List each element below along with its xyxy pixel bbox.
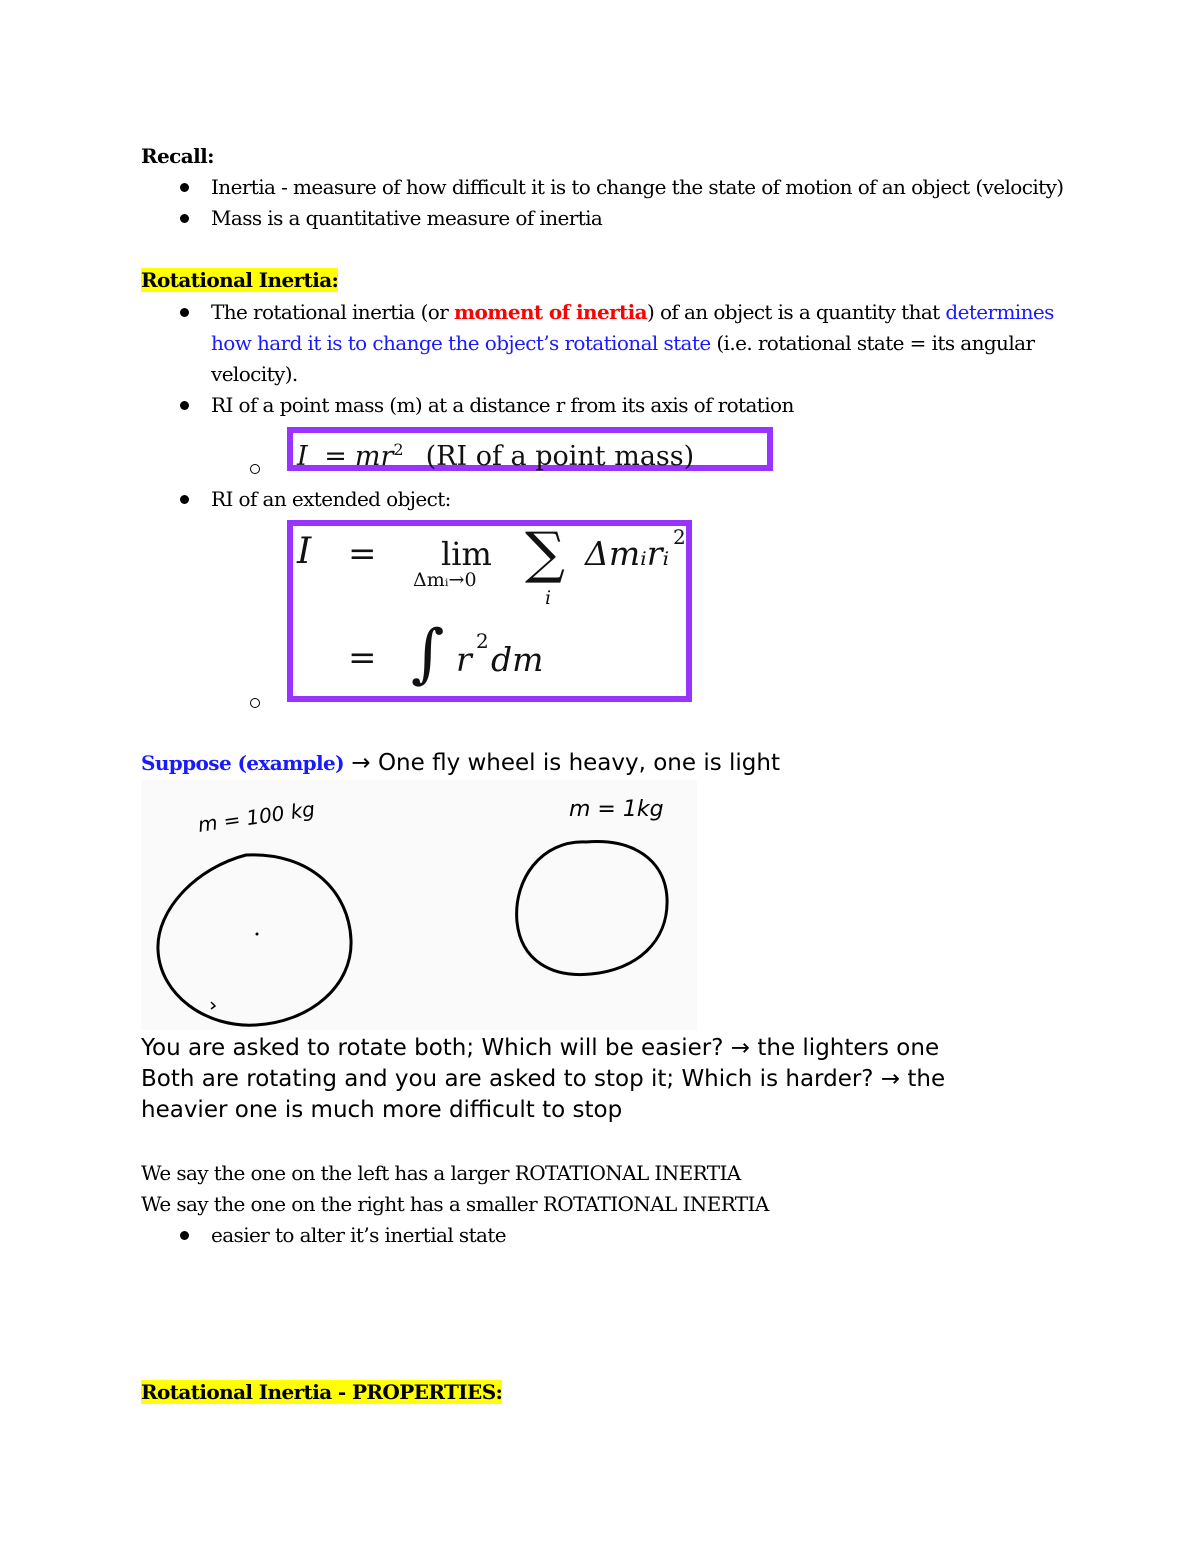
ext-lhs: I bbox=[297, 531, 312, 572]
point-mass-text: RI of a point mass (m) at a distance r from its axis of rotation bbox=[211, 393, 794, 417]
extended-formula-box bbox=[287, 520, 692, 702]
sub-bullet-icon bbox=[250, 698, 260, 708]
recall-bullet-1: Inertia - measure of how difficult it is to change the state of motion of an object (velocity) bbox=[211, 175, 1064, 199]
def-intro: The rotational inertia (or bbox=[211, 300, 454, 324]
ext-sigma-sub: i bbox=[545, 587, 552, 609]
sub-bullet-icon bbox=[250, 464, 260, 474]
example-label: Suppose (example) bbox=[141, 751, 345, 775]
ext-integrand-exp: 2 bbox=[476, 629, 489, 653]
heavy-flywheel-circle bbox=[158, 855, 351, 1025]
recall-bullet-2: Mass is a quantitative measure of inertia bbox=[211, 206, 603, 230]
ext-eq2: = bbox=[348, 638, 377, 678]
bullet-icon bbox=[180, 183, 189, 192]
rotational-inertia-heading bbox=[141, 265, 338, 296]
ext-sigma: ∑ bbox=[525, 521, 565, 586]
light-flywheel-circle bbox=[517, 842, 667, 975]
definition-line-1 bbox=[211, 297, 1054, 328]
def-blue-1: determines bbox=[945, 300, 1054, 324]
example-line bbox=[141, 748, 780, 779]
bullet-icon bbox=[180, 308, 189, 317]
properties-heading bbox=[141, 1377, 502, 1408]
extended-object-text: RI of an extended object: bbox=[211, 487, 451, 511]
definition-line-3: velocity). bbox=[211, 362, 298, 386]
flywheel-drawing bbox=[141, 780, 697, 1030]
ext-dm: dm bbox=[491, 640, 544, 679]
recall-heading: Recall: bbox=[141, 144, 214, 168]
def-blue-2: how hard it is to change the object’s rotational state bbox=[211, 331, 711, 355]
formula-eq: = bbox=[324, 441, 347, 472]
bullet-icon bbox=[180, 1231, 189, 1240]
point-mass-formula-box bbox=[287, 427, 773, 471]
ext-term-exp: 2 bbox=[673, 525, 686, 549]
example-arrow-text: → One fly wheel is heavy, one is light bbox=[344, 750, 781, 776]
question-1: You are asked to rotate both; Which will be easier? → the lighters one bbox=[141, 1035, 940, 1061]
definition-line-2 bbox=[211, 328, 1034, 359]
properties-heading-text: Rotational Inertia - PROPERTIES: bbox=[141, 1380, 503, 1404]
ext-term: Δmᵢrᵢ bbox=[585, 534, 670, 573]
ext-integrand: r bbox=[456, 640, 472, 679]
right-mass-label: m = 1kg bbox=[569, 797, 664, 822]
ext-integral: ∫ bbox=[411, 617, 445, 691]
rotational-inertia-heading-text: Rotational Inertia: bbox=[141, 268, 339, 292]
question-2: Both are rotating and you are asked to stop it; Which is harder? → the bbox=[141, 1066, 946, 1092]
formula-exp: 2 bbox=[393, 440, 404, 459]
point-mass-formula bbox=[297, 431, 694, 476]
bullet-icon bbox=[180, 495, 189, 504]
bullet-icon bbox=[180, 401, 189, 410]
def-tail: (i.e. rotational state = its angular bbox=[710, 331, 1035, 355]
conclusion-bullet: easier to alter it’s inertial state bbox=[211, 1223, 507, 1247]
ext-lim: lim bbox=[441, 535, 492, 573]
conclusion-line-2: We say the one on the right has a smaller ROTATIONAL INERTIA bbox=[141, 1192, 769, 1216]
heavy-flywheel-center bbox=[256, 933, 259, 936]
ext-eq1: = bbox=[348, 534, 377, 574]
formula-rhs: mr bbox=[354, 441, 394, 472]
question-3: heavier one is much more difficult to stop bbox=[141, 1097, 623, 1123]
def-mid: ) of an object is a quantity that bbox=[647, 300, 946, 324]
flywheel-sketch bbox=[141, 780, 697, 1030]
ext-lim-sub: Δmᵢ→0 bbox=[413, 569, 477, 591]
conclusion-line-1: We say the one on the left has a larger ROTATIONAL INERTIA bbox=[141, 1161, 741, 1185]
bullet-icon bbox=[180, 214, 189, 223]
formula-lhs: I bbox=[297, 441, 308, 472]
heavy-flywheel-mark bbox=[211, 1002, 215, 1009]
moment-of-inertia-term: moment of inertia bbox=[453, 300, 648, 324]
left-mass-label: m = 100 kg bbox=[196, 796, 317, 837]
formula-note: (RI of a point mass) bbox=[425, 441, 695, 472]
